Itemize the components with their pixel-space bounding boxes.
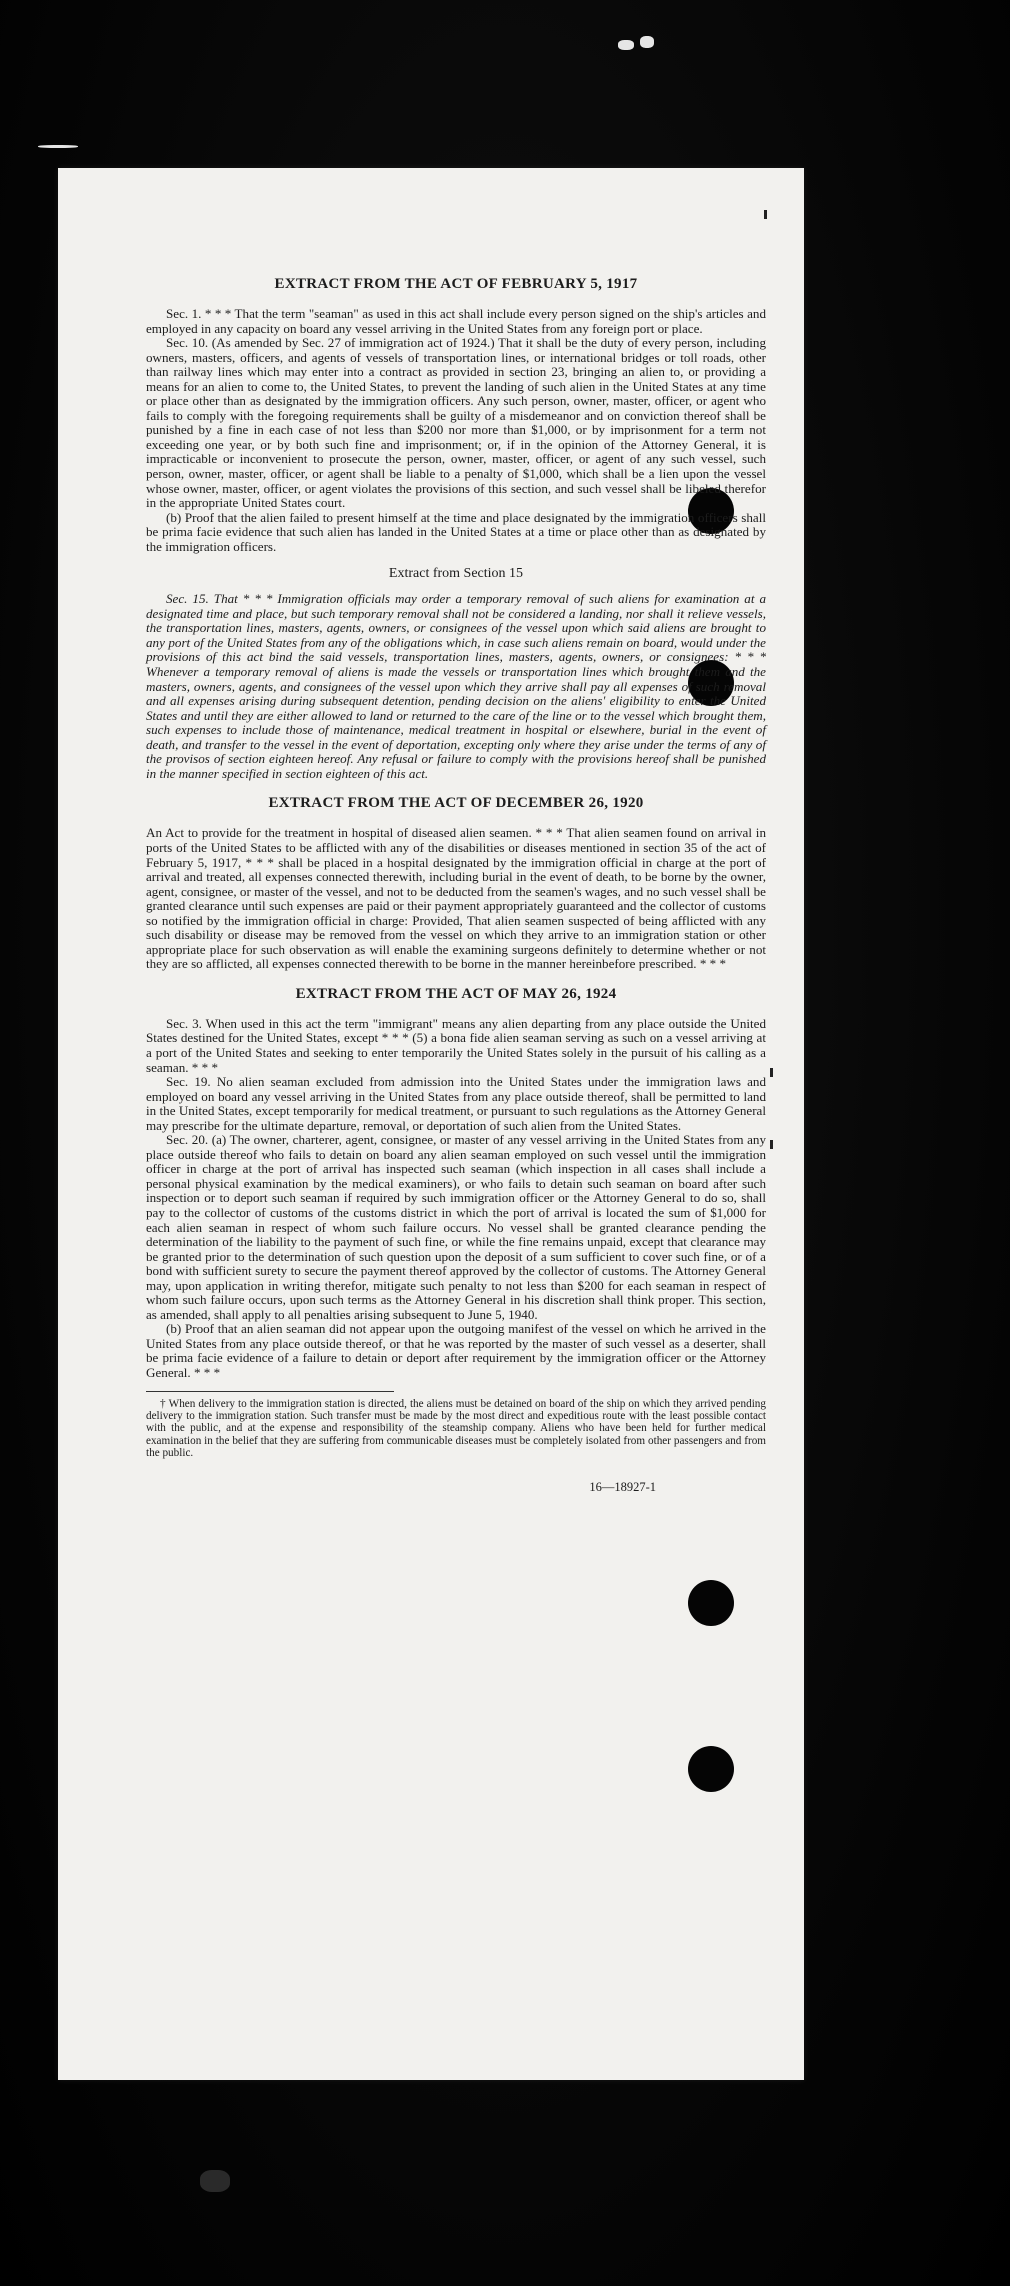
heading-section-15: Extract from Section 15 (388, 566, 524, 582)
heading-act-1917: EXTRACT FROM THE ACT OF FEBRUARY 5, 1917 (274, 276, 638, 292)
document-content (58, 168, 804, 1495)
scan-speck (38, 145, 78, 148)
section-20-b: (b) Proof that an alien seaman did not appear upon the outgoing manifest of the vessel on which he arrived in the United States from any place outside thereof, or that he was reported by the master of such vessel as a deserter, shall be prima facie evidence of a failure to detain or deport after requirement by the immigration officer or the Attorney General. * * * (146, 1321, 766, 1380)
scan-speck (640, 36, 654, 48)
scan-speck (200, 2170, 230, 2192)
section-20: Sec. 20. (a) The owner, charterer, agent, consignee, or master of any vessel arriving in the United States from any place outside thereof who fails to detain on board any alien seaman employed on such vessel until the immigration officer in charge at the port of arrival has inspected such seaman (which inspection in all cases shall include a personal physical examination by the medical examiners), or who fails to detain such seaman on board after such inspection or to deport such seaman if required by such immigration officer or the Attorney General to do so, shall pay to the collector of customs of the customs district in which the port of arrival is located the sum of $1,000 for each alien seaman in respect of whom such failure occurs. No vessel shall be granted clearance pending the determination of the liability to the payment of such fine, or while the fine remains unpaid, except that clearance may be granted prior to the determination of such question upon the deposit of a sum sufficient to cover such fine, or of a bond with sufficient surety to secure the payment thereof approved by the collector of customs. The Attorney General may, upon application in writing therefor, mitigate such penalty to not less than $200 for each seaman in respect of whom such failure occurs, upon such terms as the Attorney General in his discretion shall think proper. This section, as amended, shall apply to all penalties arising subsequent to June 5, 1940. (146, 1132, 766, 1322)
punch-hole (688, 1746, 734, 1792)
footnote-divider (146, 1391, 394, 1392)
form-number: 16—18927-1 (589, 1479, 656, 1494)
document-page (58, 168, 804, 2080)
scan-speck (618, 40, 634, 50)
heading-act-1924: EXTRACT FROM THE ACT OF MAY 26, 1924 (295, 985, 617, 1002)
section-15: Sec. 15. That * * * Immigration officials may order a temporary removal of such aliens for examination at a designated time and place, but such temporary removal shall not be considered a landing, nor shall it relieve vessels, the transportation lines, masters, agents, owners, or consignees of the vessel upon which said aliens are brought to any port of the United States from any of the obligations which, in case such aliens remain on board, would under the provisions of this act bind the said vessels, transportation lines, masters, agents, owners, or consignees: * * * Whenever a temporary removal of aliens is made the vessels or transportation lines which brought them and the masters, owners, agents, and consignees of the vessel upon which they arrive shall pay all expenses of such removal and all expenses arising during subsequent detention, pending decision on the aliens' eligibility to enter the United States and until they are either allowed to land or returned to the care of the line or to the vessel which brought them, such expenses to include those of maintenance, medical treatment in hospital or elsewhere, burial in the event of death, and transfer to the vessel in the event of deportation, excepting only where they arise under the terms of any of the provisos of section eighteen hereof. Any refusal or failure to comply with the provisions hereof shall be punished in the manner specified in section eighteen of this act. (146, 591, 766, 781)
punch-hole (688, 1580, 734, 1626)
section-19: Sec. 19. No alien seaman excluded from admission into the United States under the immigration laws and employed on board any vessel arriving in the United States from any place outside thereof, shall be permitted to land in the United States, except temporarily for medical treatment, or pursuant to such regulations as the Attorney General may prescribe for the ultimate departure, removal, or deportation of such alien from the United States. (146, 1074, 766, 1133)
heading-act-1920: EXTRACT FROM THE ACT OF DECEMBER 26, 1920 (268, 795, 644, 812)
section-3: Sec. 3. When used in this act the term "immigrant" means any alien departing from any place outside the United States destined for the United States, except * * * (5) a bona fide alien seaman serving as such on a vessel arriving at a port of the United States and seeking to enter temporarily the United States solely in the pursuit of his calling as a seaman. * * * (146, 1015, 766, 1075)
act-1920-text: An Act to provide for the treatment in hospital of diseased alien seamen. * * * That alien seamen found on arrival in ports of the United States to be afflicted with any of the disabilities or diseases mentioned in section 35 of the act of February 5, 1917, * * * shall be placed in a hospital designated by the immigration official in charge at the port of arrival and treated, all expenses connected therewith, including burial in the event of death, to be borne by the owner, agent, consignee, or master of the vessel, and not to be deducted from the seamen's wages, and no such vessel shall be granted clearance until such expenses are paid or their payment appropriately guaranteed and the collector of customs so notified by the immigration official in charge: Provided, That alien seamen suspected of being afflicted with any such disability or disease may be removed from the vessel on which they arrive to an immigration station or other appropriate place for such observation as will enable the examining surgeons definitely to determine whether or not they are so afflicted, all expenses connected therewith to be borne in the manner hereinbefore prescribed. * * * (146, 825, 766, 972)
section-1: Sec. 1. * * * That the term "seaman" as used in this act shall include every person signed on the ship's articles and employed in any capacity on board any vessel arriving in the United States from any foreign port or place. (146, 306, 766, 336)
section-10-b: (b) Proof that the alien failed to present himself at the time and place designated by the immigration officers shall be prima facie evidence that such alien has landed in the United States at a time or place other than as designated by the immigration officers. (146, 509, 766, 554)
footnote: † When delivery to the immigration station is directed, the aliens must be detained on board of the ship on which they arrived pending delivery to the immigration station. Such transfer must be made by the most direct and expeditious route with the least possible contact with the public, and at the expense and responsibility of the steamship company. Aliens who have been held for further medical examination in the belief that they are suffering from communicable diseases must be completely isolated from other passengers and from the public. (146, 1397, 766, 1460)
section-10: Sec. 10. (As amended by Sec. 27 of immigration act of 1924.) That it shall be the duty of every person, including owners, masters, officers, and agents of vessels of transportation lines, or international bridges or toll roads, other than railway lines which may enter into a contract as provided in section 23, bringing an alien to, or providing a means for an alien to come to, the United States, to prevent the landing of such alien in the United States at any time or place other than as designated by the immigration officers. Any such person, owner, master, officer, or agent who fails to comply with the foregoing requirements shall be guilty of a misdemeanor and on conviction thereof shall be punished by a fine in each case of not less than $200 nor more than $1,000, or by imprisonment for a term not exceeding one year, or by both such fine and imprisonment; or, if in the opinion of the Attorney General, it is impracticable or inconvenient to prosecute the person, owner, master, officer, or agent of any such vessel, such person, owner, master, officer, or agent shall be liable to a penalty of $1,000, which shall be a lien upon the vessel whose owner, master, officer, or agent violates the provisions of this section, and such vessel shall be libeled therefor in the appropriate United States court. (146, 335, 766, 511)
